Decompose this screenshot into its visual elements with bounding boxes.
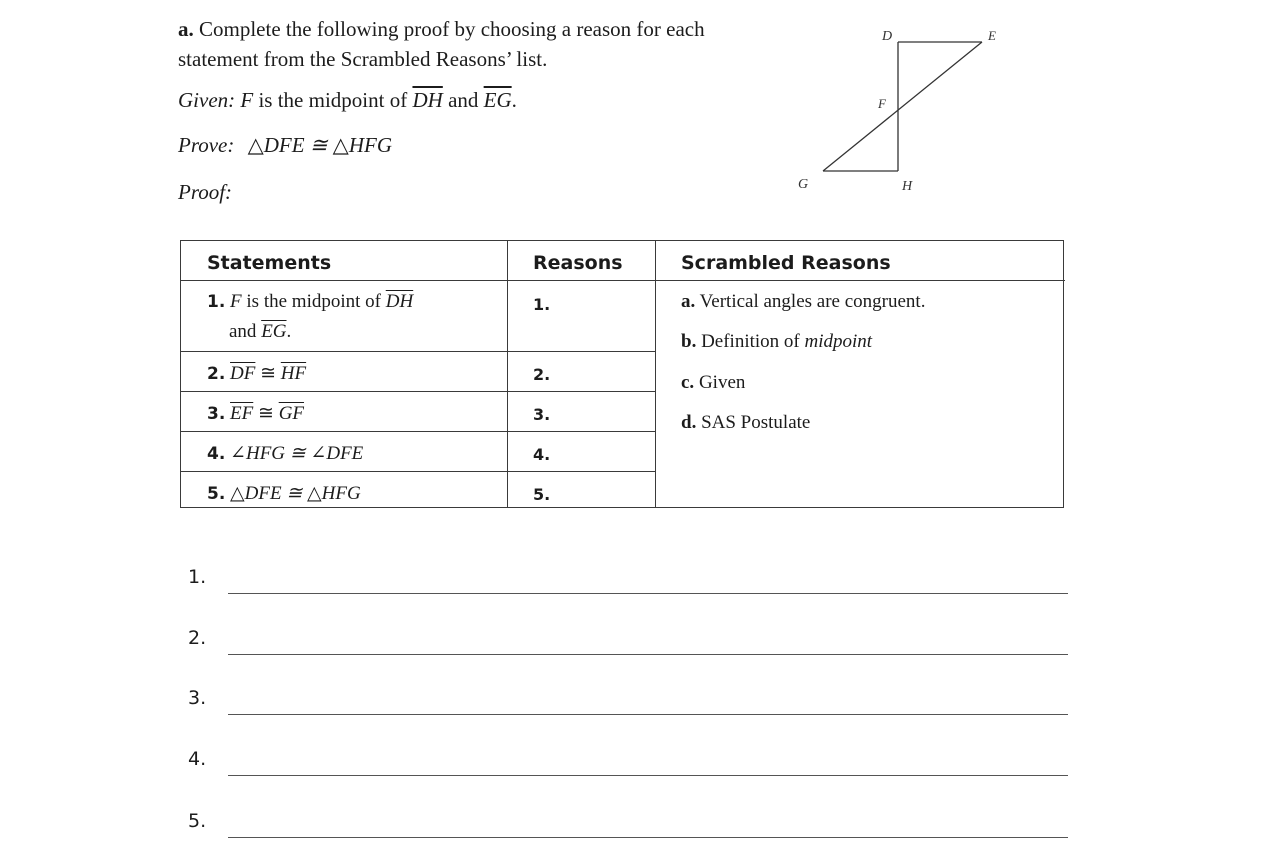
congruent-symbol: ≅ bbox=[258, 403, 274, 424]
given-segment-dh: $\overline{DH}$ bbox=[412, 88, 443, 112]
prove-label: Prove: bbox=[178, 133, 235, 157]
label-e: E bbox=[988, 28, 996, 43]
reason-cell-4[interactable]: 4. bbox=[533, 445, 551, 464]
statement-number: 4. bbox=[207, 444, 226, 464]
statement-5 bbox=[207, 482, 361, 505]
prove-congruence: △DFE ≅ △HFG bbox=[247, 133, 392, 157]
given-segment-eg: $\overline{EG}$ bbox=[483, 88, 512, 112]
answer-row-5[interactable] bbox=[188, 810, 1068, 840]
triangle-congruence: △DFE ≅ △HFG bbox=[230, 483, 361, 504]
answer-line[interactable] bbox=[228, 593, 1068, 594]
segment-dh: $\overline{DH}$ bbox=[385, 291, 414, 312]
scrambled-reason-b bbox=[681, 331, 872, 353]
statement-number: 3. bbox=[207, 404, 226, 424]
reason-letter: d. bbox=[681, 412, 697, 433]
statement-number: 1. bbox=[207, 292, 226, 312]
segment-ef: $\overline{EF}$ bbox=[230, 403, 254, 424]
answer-number: 2. bbox=[188, 627, 207, 649]
label-g: G bbox=[798, 177, 809, 192]
statement-text: is the midpoint of bbox=[246, 291, 381, 312]
statement-1-continued bbox=[229, 321, 291, 343]
header-reasons: Reasons bbox=[533, 252, 623, 274]
problem-label: a. bbox=[178, 17, 194, 41]
reason-text: SAS Postulate bbox=[701, 412, 811, 433]
reason-letter: b. bbox=[681, 331, 697, 352]
statement-point: F bbox=[230, 291, 242, 312]
answer-row-2[interactable] bbox=[188, 627, 1068, 657]
given-statement bbox=[178, 88, 517, 113]
answer-row-1[interactable] bbox=[188, 566, 1068, 596]
answer-row-4[interactable] bbox=[188, 748, 1068, 778]
segment-eg bbox=[823, 42, 982, 171]
reason-cell-5[interactable]: 5. bbox=[533, 485, 551, 504]
statement-number: 2. bbox=[207, 364, 226, 384]
proof-table bbox=[180, 240, 1064, 508]
scrambled-reason-c bbox=[681, 372, 745, 394]
answer-number: 3. bbox=[188, 687, 207, 709]
reason-text: Vertical angles are congruent. bbox=[699, 291, 926, 312]
answer-number: 5. bbox=[188, 810, 207, 832]
row-divider bbox=[181, 391, 655, 392]
angle-congruence: ∠HFG ≅ ∠DFE bbox=[230, 443, 364, 464]
statement-1 bbox=[207, 291, 413, 313]
answer-number: 4. bbox=[188, 748, 207, 770]
segment-df: $\overline{DF}$ bbox=[230, 363, 256, 384]
instruction-line-1: Complete the following proof by choosing a reason for each bbox=[199, 17, 705, 41]
statement-number: 5. bbox=[207, 484, 226, 504]
proof-label: Proof: bbox=[178, 180, 233, 204]
label-h: H bbox=[902, 179, 913, 194]
given-and: and bbox=[448, 88, 479, 112]
reason-letter: c. bbox=[681, 372, 695, 393]
reason-emphasis: midpoint bbox=[804, 331, 873, 352]
reason-text: Definition of bbox=[701, 331, 800, 352]
segment-eg: $\overline{EG}$ bbox=[261, 321, 287, 342]
answer-number: 1. bbox=[188, 566, 207, 588]
header-statements: Statements bbox=[207, 252, 332, 274]
given-midpoint-text: is the midpoint of bbox=[258, 88, 408, 112]
geometry-figure bbox=[790, 22, 1010, 202]
reason-text: Given bbox=[698, 372, 746, 393]
header-scrambled-reasons: Scrambled Reasons bbox=[681, 252, 891, 274]
header-divider bbox=[181, 280, 1065, 281]
scrambled-reason-d bbox=[681, 412, 810, 434]
given-period: . bbox=[511, 88, 517, 112]
reason-cell-2[interactable]: 2. bbox=[533, 365, 551, 384]
row-divider bbox=[181, 431, 655, 432]
answer-line[interactable] bbox=[228, 775, 1068, 776]
prove-statement bbox=[178, 133, 392, 158]
reason-cell-1[interactable]: 1. bbox=[533, 295, 551, 314]
instruction-line-2: statement from the Scrambled Reasons’ list. bbox=[178, 47, 548, 71]
row-divider bbox=[181, 351, 655, 352]
segment-hf: $\overline{HF}$ bbox=[280, 363, 307, 384]
congruent-symbol: ≅ bbox=[260, 363, 277, 384]
statement-and: and bbox=[229, 321, 257, 342]
row-divider bbox=[181, 471, 655, 472]
statement-4 bbox=[207, 442, 363, 465]
reason-cell-3[interactable]: 3. bbox=[533, 405, 551, 424]
statement-2 bbox=[207, 362, 306, 385]
scrambled-reason-a bbox=[681, 291, 925, 313]
label-d: D bbox=[882, 29, 893, 44]
segment-gf: $\overline{GF}$ bbox=[278, 403, 305, 424]
answer-row-3[interactable] bbox=[188, 687, 1068, 717]
statement-period: . bbox=[286, 321, 292, 342]
given-point: F bbox=[240, 88, 254, 112]
statement-3 bbox=[207, 402, 304, 425]
answer-line[interactable] bbox=[228, 714, 1068, 715]
reason-letter: a. bbox=[681, 291, 696, 312]
label-f: F bbox=[878, 96, 886, 111]
problem-instructions bbox=[178, 14, 818, 74]
answer-line[interactable] bbox=[228, 654, 1068, 655]
answer-line[interactable] bbox=[228, 837, 1068, 838]
given-label: Given: bbox=[178, 88, 236, 112]
